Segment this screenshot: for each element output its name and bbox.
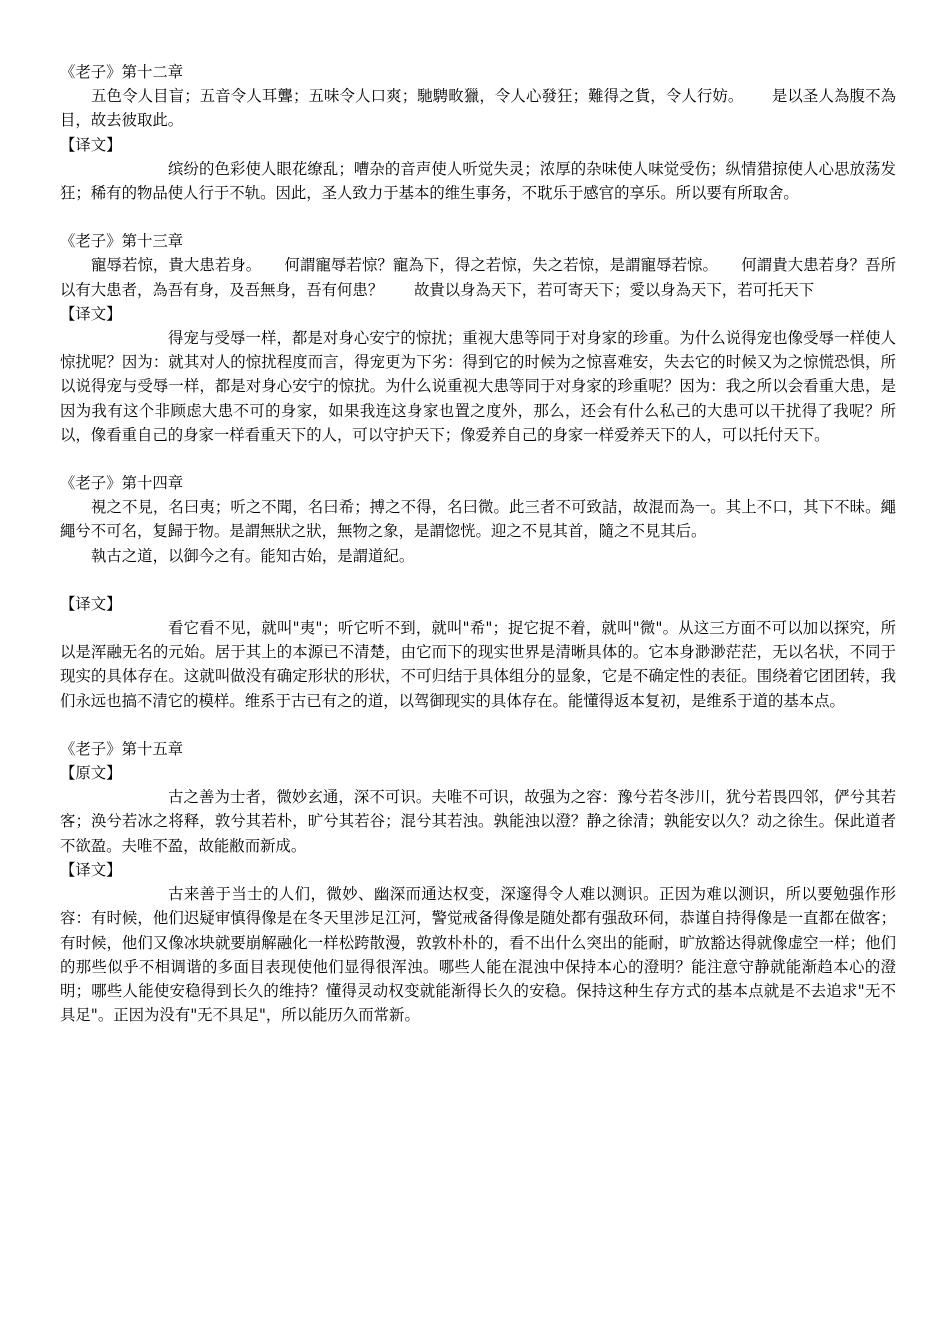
original-text: 五色令人目盲；五音令人耳聾；五味令人口爽；馳騁畋獵，令人心發狂；難得之貨，令人行妨。 是以圣人為腹不為目，故去彼取此。 [60,87,896,130]
section-gap [60,713,896,737]
translation-label: 【译文】 [60,594,122,613]
section-gap [60,447,896,471]
original-text: 古之善为士者，微妙玄通，深不可识。夫唯不可识，故强为之容：豫兮若冬涉川，犹兮若畏四邻，俨兮其若客；涣兮若冰之将释，敦兮其若朴，旷兮其若谷；混兮其若浊。孰能浊以澄？静之徐清；孰能安以久？动之徐生。保此道者不欲盈。夫唯不盈，故能敝而新成。 [60,788,896,855]
chapter-13 [60,229,896,447]
chapter-title: 《老子》第十三章 [60,232,184,251]
document-page [60,60,896,1027]
chapter-15 [60,737,896,1027]
chapter-title: 《老子》第十四章 [60,474,184,493]
translation-text: 看它看不见，就叫"夷"；听它听不到，就叫"希"；捉它捉不着，就叫"微"。从这三方面不可以加以探究，所以是浑融无名的元始。居于其上的本源已不清楚，由它而下的现实世界是清晰具体的。它本身渺渺茫茫，无以名状，不同于现实的具体存在。这就叫做没有确定形状的形状，不可归结于具体组分的显象，它是不确定性的表征。围绕着它团团转，我们永远也搞不清它的模样。维系于古已有之的道，以驾御现实的具体存在。能懂得返本复初，是维系于道的基本点。 [60,619,896,710]
translation-label: 【译文】 [60,304,122,323]
chapter-title: 《老子》第十五章 [60,739,184,758]
paragraph-gap [60,568,896,592]
original-text-2: 執古之道，以御今之有。能知古始，是謂道紀。 [91,546,415,565]
chapter-14 [60,471,896,713]
original-text: 視之不見，名曰夷；听之不聞，名曰希；搏之不得，名曰微。此三者不可致詰，故混而為一。其上不口，其下不昧。繩繩兮不可名，复歸于物。是謂無狀之狀，無物之象，是謂惚恍。迎之不見其首，隨之不見其后。 [60,498,896,541]
original-text: 寵辱若惊，貴大患若身。 何謂寵辱若惊？寵為下，得之若惊，失之若惊，是謂寵辱若惊。 何謂貴大患若身？吾所以有大患者，為吾有身，及吾無身，吾有何患？ 故貴以身為天下，若可寄天下；愛以身為天下，若可托天下 [60,256,896,299]
chapter-12 [60,60,896,205]
translation-label: 【译文】 [60,135,122,154]
translation-label: 【译文】 [60,860,122,879]
section-gap [60,205,896,229]
chapter-title: 《老子》第十二章 [60,63,184,81]
translation-text: 古来善于当士的人们，微妙、幽深而通达权变，深邃得令人难以测识。正因为难以测识，所以要勉强作形容：有时候，他们迟疑审慎得像是在冬天里涉足江河，警觉戒备得像是随处都有强敌环伺，恭谨自持得像是一直都在做客；有时候，他们又像冰块就要崩解融化一样松跨散漫，敦敦朴朴的，看不出什么突出的能耐，旷放豁达得就像虚空一样；他们的那些似乎不相调谐的多面目表现使他们显得很浑浊。哪些人能在混浊中保持本心的澄明？能注意守静就能渐趋本心的澄明；哪些人能使安稳得到长久的维持？懂得灵动权变就能渐得长久的安稳。保持这种生存方式的基本点就是不去追求"无不具足"。正因为没有"无不具足"，所以能历久而常新。 [60,885,896,1025]
original-label: 【原文】 [60,764,122,783]
translation-text: 缤纷的色彩使人眼花缭乱；嘈杂的音声使人听觉失灵；浓厚的杂味使人味觉受伤；纵情猎掠使人心思放荡发狂；稀有的物品使人行于不轨。因此，圣人致力于基本的维生事务，不耽乐于感官的享乐。所以要有所取舍。 [60,159,896,203]
translation-text: 得宠与受辱一样，都是对身心安宁的惊扰；重视大患等同于对身家的珍重。为什么说得宠也像受辱一样使人惊扰呢？因为：就其对人的惊扰程度而言，得宠更为下劣：得到它的时候为之惊喜难安，失去它的时候又为之惊慌恐惧，所以说得宠与受辱一样，都是对身心安宁的惊扰。为什么说重视大患等同于对身家的珍重呢？因为：我之所以会看重大患，是因为我有这个非顾虑大患不可的身家，如果我连这身家也置之度外，那么，还会有什么私己的大患可以干扰得了我呢？所以，像看重自己的身家一样看重天下的人，可以守护天下；像爱养自己的身家一样爱养天下的人，可以托付天下。 [60,329,896,444]
